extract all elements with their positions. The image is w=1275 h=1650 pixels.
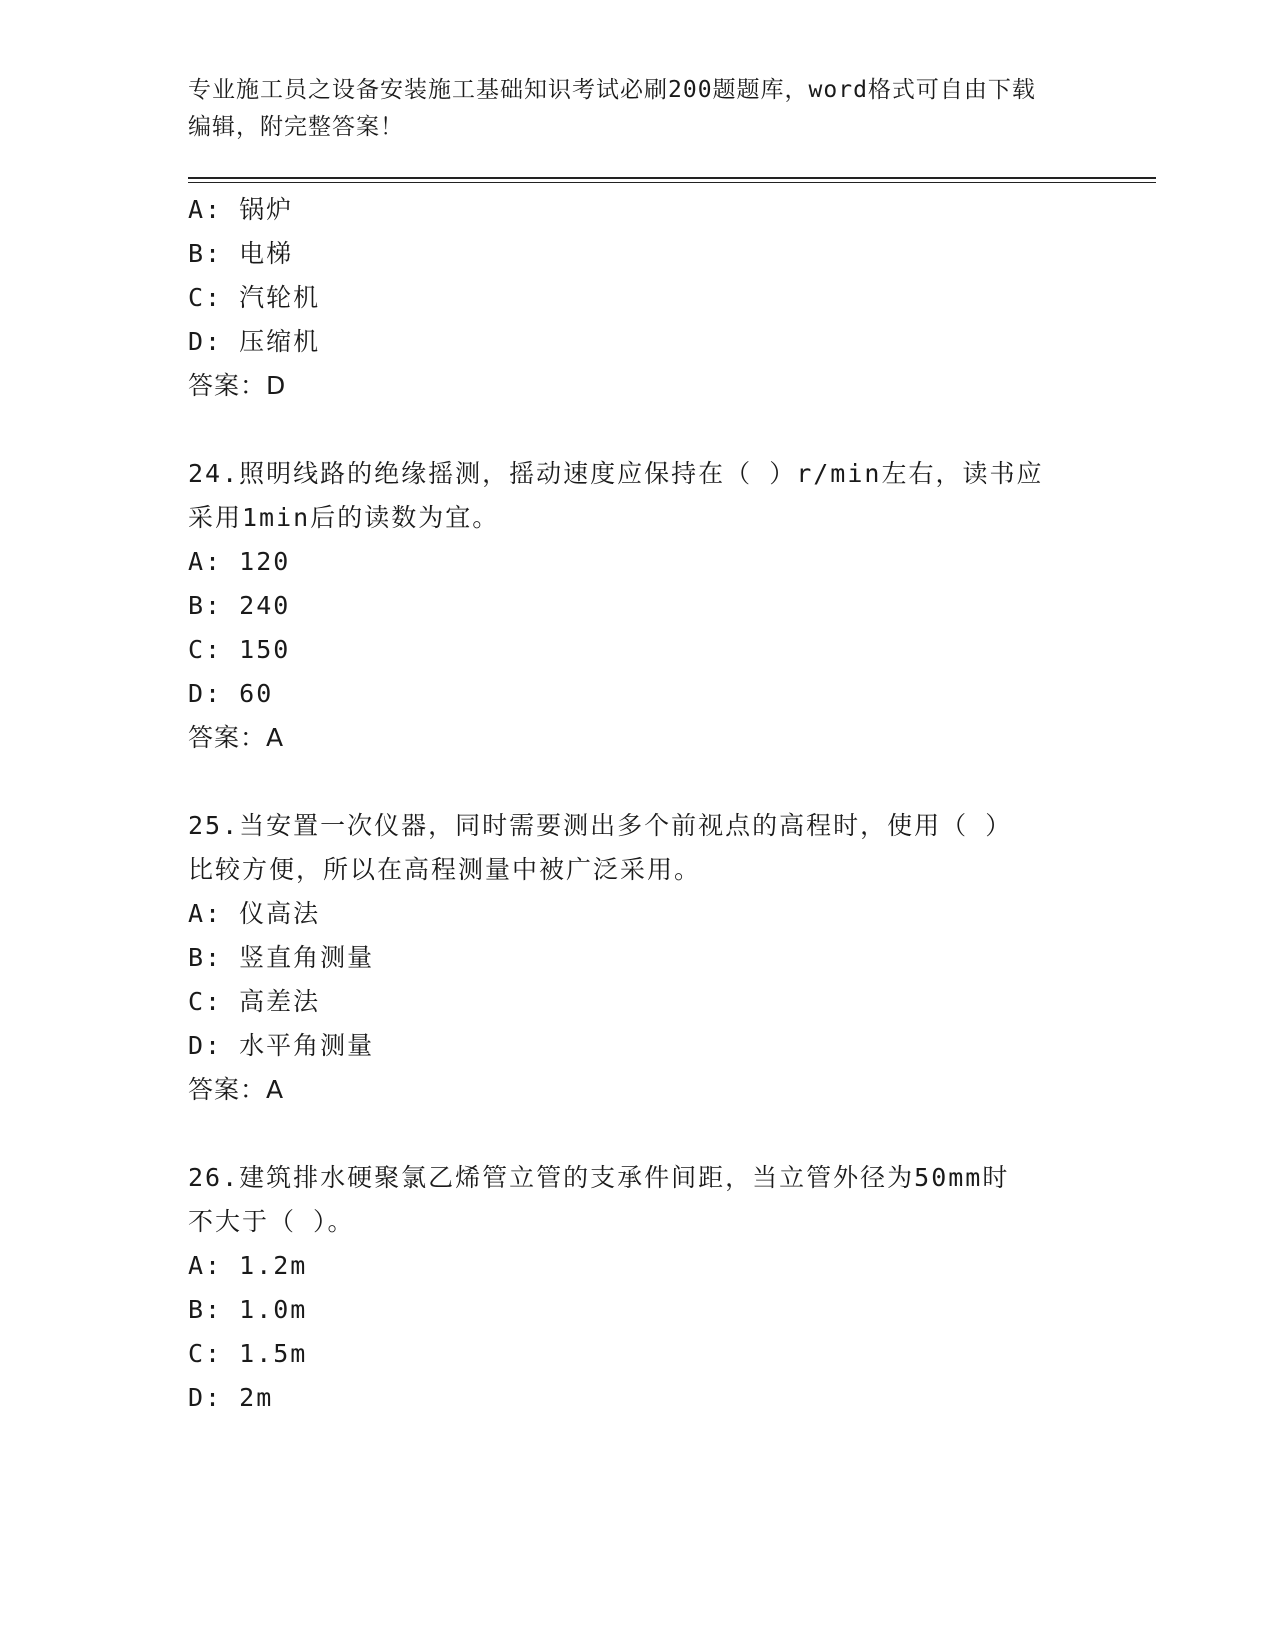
q25-option-b: B: 竖直角测量 [188, 943, 375, 972]
q25-answer: 答案：A [188, 1075, 285, 1104]
q24-option-d: D: 60 [188, 679, 274, 708]
q26-stem-line-1: 26.建筑排水硬聚氯乙烯管立管的支承件间距，当立管外径为50mm时 [188, 1163, 1010, 1192]
q23-option-c: C: 汽轮机 [188, 283, 321, 312]
q24-answer: 答案：A [188, 723, 285, 752]
header-line-2: 编辑，附完整答案！ [188, 114, 404, 140]
q26-stem-line-2: 不大于（ ）。 [188, 1207, 355, 1236]
q23-answer: 答案：D [188, 371, 287, 400]
document-header [188, 72, 1088, 146]
q25-stem-line-2: 比较方便，所以在高程测量中被广泛采用。 [188, 855, 702, 884]
q24-option-c: C: 150 [188, 635, 291, 664]
q25-option-a: A: 仪高法 [188, 899, 321, 928]
header-line-1: 专业施工员之设备安装施工基础知识考试必刷200题题库，word格式可自由下载 [188, 77, 1036, 103]
q24-option-a: A: 120 [188, 547, 291, 576]
header-divider-thick [188, 177, 1156, 179]
q24-stem-line-2: 采用1min后的读数为宜。 [188, 503, 500, 532]
q26-option-d: D: 2m [188, 1383, 274, 1412]
q23-option-a: A: 锅炉 [188, 195, 294, 224]
q23-option-b: B: 电梯 [188, 239, 294, 268]
q26-option-a: A: 1.2m [188, 1251, 308, 1280]
header-divider-thin [188, 182, 1156, 183]
q26-option-b: B: 1.0m [188, 1295, 308, 1324]
q23-option-d: D: 压缩机 [188, 327, 321, 356]
q24-option-b: B: 240 [188, 591, 291, 620]
q25-stem-line-1: 25.当安置一次仪器，同时需要测出多个前视点的高程时，使用（ ） [188, 811, 1013, 840]
q25-option-c: C: 高差法 [188, 987, 321, 1016]
q24-stem-line-1: 24.照明线路的绝缘摇测，摇动速度应保持在（ ）r/min左右，读书应 [188, 459, 1044, 488]
q26-option-c: C: 1.5m [188, 1339, 308, 1368]
q25-option-d: D: 水平角测量 [188, 1031, 375, 1060]
